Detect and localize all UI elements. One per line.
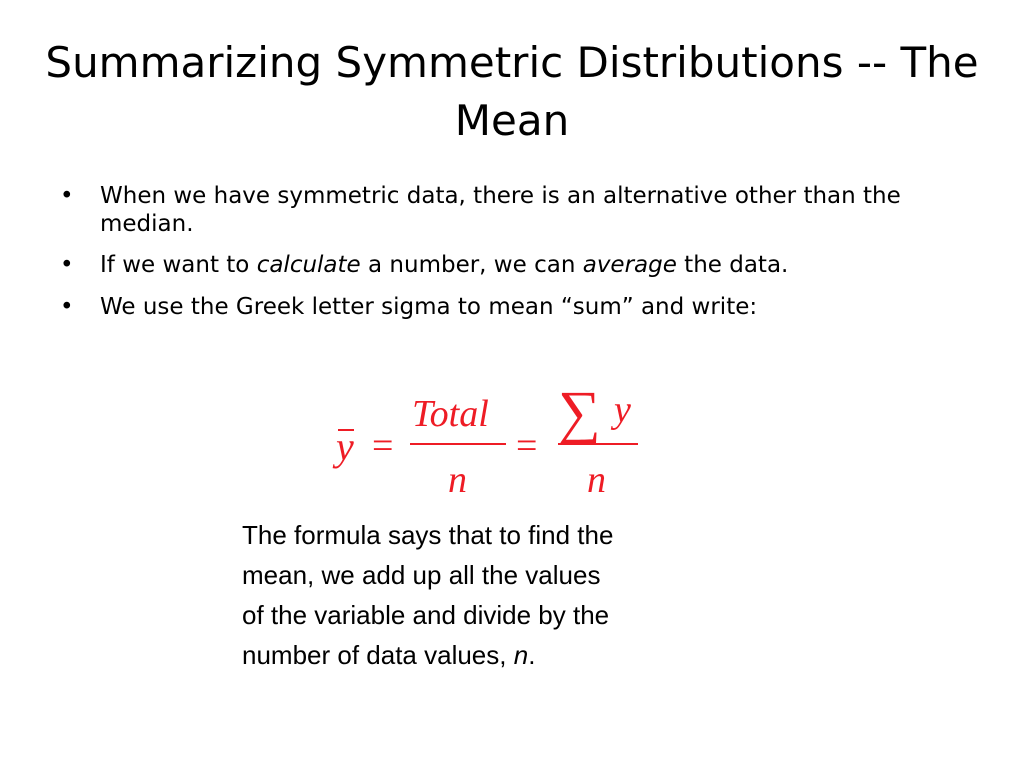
explanation-line-2: mean, we add up all the values [242, 560, 601, 590]
sigma-symbol: ∑ [558, 379, 601, 445]
explanation-line-1: The formula says that to find the [242, 520, 614, 550]
bullet-text-middle: a number, we can [360, 252, 583, 278]
mean-formula [330, 366, 670, 506]
formula-explanation [242, 515, 762, 675]
formula-equals-1: = [372, 425, 394, 467]
bullet-text: When we have symmetric data, there is an alternative other than the median. [100, 183, 901, 237]
formula-numerator-total: Total [412, 393, 489, 435]
bullet-emphasis-calculate: calculate [256, 252, 361, 278]
bullet-text: We use the Greek letter sigma to mean “sum” and write: [100, 294, 758, 320]
bullet-item [58, 182, 958, 238]
explanation-line-3: of the variable and divide by the [242, 600, 610, 630]
bullet-text-before: If we want to [100, 252, 257, 278]
slide-title-text: Summarizing Symmetric Distributions -- The Mean [45, 38, 979, 145]
bullet-glyph: • [60, 183, 74, 209]
bullet-text-after: the data. [676, 252, 789, 278]
bullet-item [58, 292, 958, 322]
explanation-period: . [528, 640, 536, 670]
bullet-emphasis-average: average [582, 252, 677, 278]
formula-denominator-n-2: n [587, 459, 606, 501]
bullet-list [58, 182, 958, 334]
formula-denominator-n-1: n [448, 459, 467, 501]
formula-numerator-y: y [614, 389, 631, 431]
explanation-line-4: number of data values, [242, 640, 514, 670]
formula-lhs-y: y [336, 424, 354, 469]
bullet-item [58, 250, 958, 280]
bullet-glyph: • [60, 294, 74, 320]
formula-equals-2: = [516, 425, 538, 467]
mean-formula-graphic [330, 366, 670, 506]
slide-title [40, 34, 984, 150]
explanation-n: n [513, 640, 529, 670]
bullet-glyph: • [60, 252, 74, 278]
